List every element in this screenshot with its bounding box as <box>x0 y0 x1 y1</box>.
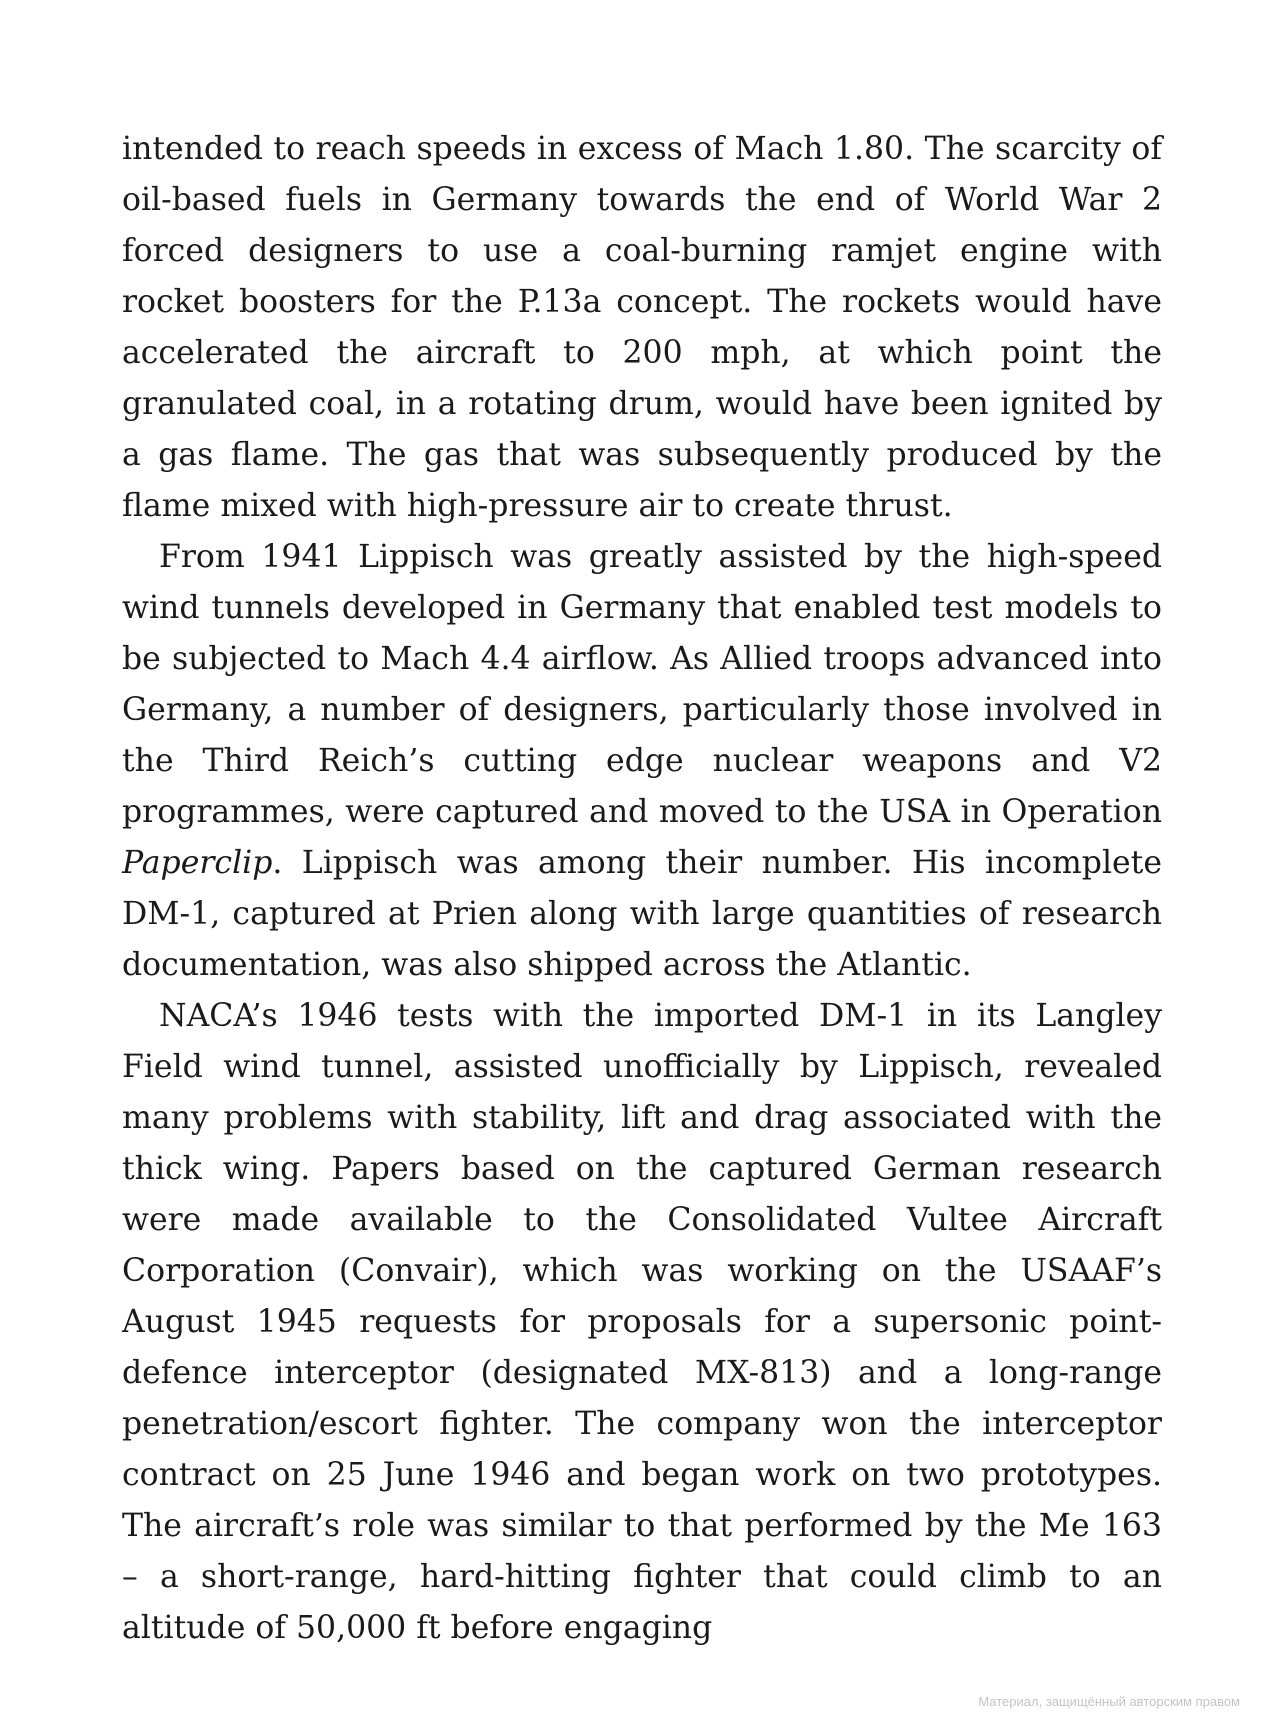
copyright-watermark: Материал, защищённый авторским правом <box>978 1694 1240 1709</box>
paragraph-3 <box>122 991 1162 1654</box>
paragraph-2 <box>122 532 1162 991</box>
paragraph-3-text: NACA’s 1946 tests with the imported DM-1 in its Langley Field wind tunnel, assisted unofficially by Lippisch, revealed many problems with stability, lift and drag associated with the thick wing. Papers based on the captured German research were made available to the Consolidated Vultee Aircraft Corporation (Convair), which was working on the USAAF’s August 1945 requests for proposals for a supersonic point-defence interceptor (designated MX-813) and a long-range penetration/escort fighter. The company won the interceptor contract on 25 June 1946 and began work on two prototypes. The aircraft’s role was similar to that performed by the Me 163 – a short-range, hard-hitting fighter that could climb to an altitude of 50,000 ft before engaging <box>122 998 1162 1646</box>
paragraph-1-text: intended to reach speeds in excess of Mach 1.80. The scarcity of oil-based fuels in Germany towards the end of World War 2 forced designers to use a coal-burning ramjet engine with rocket boosters for the P.13a concept. The rockets would have accelerated the aircraft to 200 mph, at which point the granulated coal, in a rotating drum, would have been ignited by a gas flame. The gas that was subsequently produced by the flame mixed with high-pressure air to create thrust. <box>122 131 1162 524</box>
page-body <box>122 124 1162 1654</box>
paragraph-2-text-b: . Lippisch was among their number. His incomplete DM-1, captured at Prien along with large quantities of research documentation, was also shipped across the Atlantic. <box>122 845 1162 983</box>
paragraph-2-italic-term: Paperclip <box>122 845 273 881</box>
paragraph-2-text-a: From 1941 Lippisch was greatly assisted by the high-speed wind tunnels developed in Germany that enabled test models to be subjected to Mach 4.4 airflow. As Allied troops advanced into Germany, a number of designers, particularly those involved in the Third Reich’s cutting edge nuclear weapons and V2 programmes, were captured and moved to the USA in Operation <box>122 539 1162 830</box>
paragraph-1 <box>122 124 1162 532</box>
